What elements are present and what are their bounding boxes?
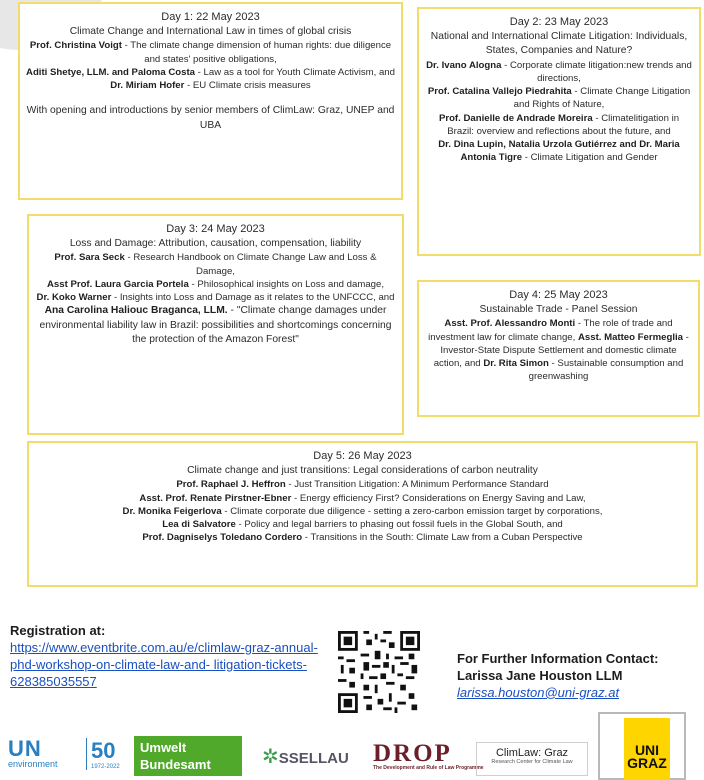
unep-logo bbox=[8, 736, 58, 769]
unep-logo-subtext: environment bbox=[8, 759, 58, 769]
speaker: Asst. Prof. Renate Pirstner-Ebner bbox=[139, 492, 292, 504]
talk-title: Law as a tool for Youth Climate Activism, and bbox=[203, 66, 395, 78]
talk-title: Sustainable consumption and greenwashing bbox=[528, 358, 684, 383]
day-3-heading: Day 3: 24 May 2023 bbox=[166, 223, 265, 235]
unep-50-logo bbox=[86, 738, 120, 770]
speaker: Dr. Rita Simon bbox=[483, 358, 549, 370]
day-1-heading: Day 1: 22 May 2023 bbox=[161, 11, 260, 23]
talk-item: Aditi Shetye, LLM. and Paloma Costa - Law as a tool for Youth Climate Activism, and bbox=[26, 66, 395, 78]
talk-item: Dr. Monika Feigerlova - Climate corporate due diligence - setting a zero-carbon emission target by corporations, bbox=[122, 505, 603, 517]
speaker: Ana Carolina Haliouc Braganca, LLM. bbox=[44, 305, 228, 317]
speaker: Dr. Miriam Hofer bbox=[110, 80, 185, 92]
speaker: Asst Prof. Laura Garcia Portela bbox=[46, 278, 189, 290]
drop-logo-text: DROP bbox=[373, 740, 452, 767]
umweltbundesamt-logo: Umwelt Bundesamt bbox=[134, 736, 242, 776]
speaker: Prof. Danielle de Andrade Moreira bbox=[438, 112, 593, 124]
day-5-heading: Day 5: 26 May 2023 bbox=[313, 450, 412, 462]
day-4-topic: Sustainable Trade - Panel Session bbox=[479, 304, 638, 316]
talk-title: Climate Litigation and Gender bbox=[530, 152, 658, 164]
climlaw-logo-subtext: Research Center for Climate Law bbox=[491, 759, 573, 765]
talk-title: Corporate climate litigation:new trends and directions, bbox=[510, 59, 692, 84]
talk-item: Prof. Raphael J. Heffron - Just Transition Litigation: A Minimum Performance Standard bbox=[176, 479, 549, 491]
speaker: Asst. Matteo Fermeglia bbox=[577, 331, 683, 343]
speaker: Prof. Catalina Vallejo Piedrahita bbox=[427, 86, 572, 98]
day-2-topic: National and International Climate Litigation: Individuals, States, Companies and Nature? bbox=[430, 31, 688, 57]
talk-title: "Climate change damages under environmental liability law in Brazil: possibilities and shortcomings concerning the protection of the Amazon Forest" bbox=[39, 305, 392, 345]
talk-title: Climate Change Litigation and Rights of Nature, bbox=[513, 86, 691, 111]
speaker: Prof. Sara Seck bbox=[54, 252, 125, 264]
talk-title: The role of trade and investment law for climate change, bbox=[428, 318, 673, 343]
contact-email-link[interactable]: larissa.houston@uni-graz.at bbox=[457, 684, 620, 700]
talk-title: Energy efficiency First? Considerations on Energy Saving and Law, bbox=[299, 492, 586, 504]
talk-item: Dr. Koko Warner - Insights into Loss and Damage as it relates to the UNFCCC, and bbox=[36, 292, 395, 304]
talk-title: EU Climate crisis measures bbox=[192, 80, 311, 92]
day-4-box bbox=[417, 280, 700, 417]
speaker: Dr. Dina Lupin, Natalia Urzola Gutiérrez and Dr. Maria Antonia Tigre bbox=[438, 138, 680, 164]
day-1-topic: Climate Change and International Law in times of global crisis bbox=[69, 26, 352, 38]
speaker: Aditi Shetye, LLM. and Paloma Costa bbox=[26, 66, 195, 78]
speaker: Prof. Raphael J. Heffron bbox=[176, 479, 286, 491]
day-1-note: With opening and introductions by senior members of ClimLaw: Graz, UNEP and UBA bbox=[26, 105, 395, 131]
day-2-heading: Day 2: 23 May 2023 bbox=[509, 16, 609, 28]
talk-item: Prof. Danielle de Andrade Moreira - Climatelitigation in Brazil: overview and reflections about the future, and bbox=[438, 112, 680, 137]
talk-item: Dr. Dina Lupin, Natalia Urzola Gutiérrez and Dr. Maria Antonia Tigre - Climate Litigation and Gender bbox=[438, 138, 680, 164]
talk-title: Policy and legal barriers to phasing out fossil fuels in the Global South, and bbox=[244, 519, 563, 531]
unep-50-subtext: 1972-2022 bbox=[91, 764, 120, 770]
speaker: Lea di Salvatore bbox=[162, 519, 236, 531]
day-5-box bbox=[27, 441, 698, 587]
speaker: Prof. Dagniselys Toledano Cordero bbox=[142, 532, 303, 544]
speaker: Dr. Koko Warner bbox=[36, 292, 112, 304]
talk-item: Prof. Christina Voigt - The climate change dimension of human rights: due diligence and states' positive obligations, bbox=[29, 40, 392, 65]
registration-heading: Registration at: bbox=[10, 623, 106, 638]
drop-logo bbox=[373, 740, 484, 771]
talk-item: Asst. Prof. Renate Pirstner-Ebner - Energy efficiency First? Considerations on Energy Saving and Law, bbox=[139, 492, 586, 504]
talk-title: Climate corporate due diligence - setting a zero-carbon emission target by corporations, bbox=[230, 505, 603, 517]
talk-item: Asst. Prof. Alessandro Monti - The role of trade and investment law for climate change, Asst. Matteo Fermeglia - Investor-State Dispute Settlement and domestic climate action, and Dr. Rita Simon - Sustainable consumption and greenwashing bbox=[428, 318, 689, 383]
talk-item: Prof. Dagniselys Toledano Cordero - Transitions in the South: Climate Law from a Cuban Perspective bbox=[142, 532, 583, 544]
contact-section bbox=[457, 651, 659, 702]
talk-item: Lea di Salvatore - Policy and legal barriers to phasing out fossil fuels in the Global South, and bbox=[162, 519, 563, 531]
contact-heading: For Further Information Contact: bbox=[457, 651, 659, 666]
talk-item: Dr. Ivano Alogna - Corporate climate litigation:new trends and directions, bbox=[426, 59, 692, 84]
day-4-heading: Day 4: 25 May 2023 bbox=[509, 289, 608, 301]
registration-link[interactable]: https://www.eventbrite.com.au/e/climlaw-graz-annual-phd-workshop-on-climate-law-and- litigation-tickets-628385035557 bbox=[10, 639, 318, 689]
talk-title: Transitions in the South: Climate Law from a Cuban Perspective bbox=[310, 532, 583, 544]
talk-title: Just Transition Litigation: A Minimum Performance Standard bbox=[294, 479, 549, 491]
talk-title: Philosophical insights on Loss and damage, bbox=[197, 278, 385, 290]
contact-name: Larissa Jane Houston LLM bbox=[457, 667, 623, 683]
day-1-box bbox=[18, 2, 403, 200]
talk-item: Dr. Miriam Hofer - EU Climate crisis measures bbox=[110, 80, 311, 92]
unep-logo-text: UN bbox=[8, 736, 42, 761]
unep-50-text: 50 bbox=[91, 738, 116, 763]
speaker: Asst. Prof. Alessandro Monti bbox=[444, 318, 576, 330]
climlaw-graz-logo bbox=[476, 742, 588, 776]
speaker: Prof. Christina Voigt bbox=[29, 40, 122, 52]
assellau-logo: ✲SSELLAU bbox=[262, 746, 349, 768]
uni-graz-logo: UNI GRAZ bbox=[624, 718, 670, 780]
day-3-topic: Loss and Damage: Attribution, causation, compensation, liability bbox=[69, 238, 362, 250]
talk-item: Prof. Catalina Vallejo Piedrahita - Climate Change Litigation and Rights of Nature, bbox=[427, 86, 691, 111]
climlaw-logo-text: ClimLaw: Graz bbox=[495, 747, 569, 759]
speaker: Dr. Ivano Alogna bbox=[426, 59, 502, 71]
talk-item: Asst Prof. Laura Garcia Portela - Philosophical insights on Loss and damage, bbox=[46, 278, 385, 290]
day-2-box bbox=[417, 7, 701, 256]
talk-title: Research Handbook on Climate Change Law and Loss & Damage, bbox=[133, 252, 377, 277]
registration-section bbox=[10, 623, 330, 691]
talk-item: Ana Carolina Haliouc Braganca, LLM. - "Climate change damages under environmental liability law in Brazil: possibilities and shortcomings concerning the protection of the Amazon Forest" bbox=[39, 305, 392, 345]
day-5-topic: Climate change and just transitions: Legal considerations of carbon neutrality bbox=[187, 465, 538, 477]
talk-title: Investor-State Dispute Settlement and domestic climate action, and bbox=[433, 344, 677, 370]
speaker: Dr. Monika Feigerlova bbox=[122, 505, 222, 517]
assellau-logo-text: SSELLAU bbox=[278, 750, 349, 767]
day-3-box bbox=[27, 214, 404, 435]
talk-item: Prof. Sara Seck - Research Handbook on Climate Change Law and Loss & Damage, bbox=[54, 252, 377, 277]
talk-title: The climate change dimension of human rights: due diligence and states' positive obligations, bbox=[130, 40, 392, 65]
qr-code bbox=[338, 631, 420, 713]
talk-title: Insights into Loss and Damage as it relates to the UNFCCC, and bbox=[119, 292, 395, 304]
drop-logo-subtext: The Development and Rule of Law Programme bbox=[373, 765, 484, 771]
talk-title: Climatelitigation in Brazil: overview and reflections about the future, and bbox=[447, 112, 680, 137]
